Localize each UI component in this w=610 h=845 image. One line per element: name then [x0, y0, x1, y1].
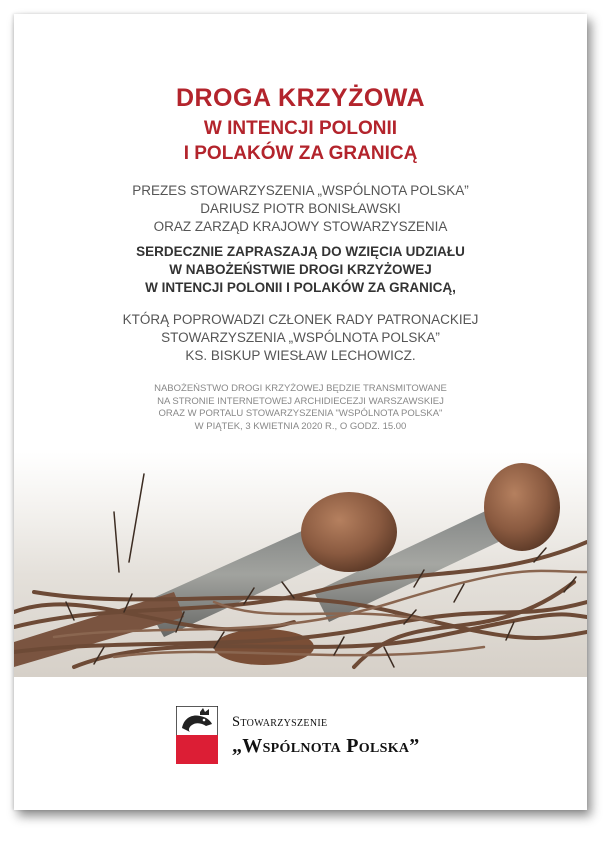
leader-line: KS. BISKUP WIESŁAW LECHOWICZ. — [185, 348, 416, 363]
subtitle-line: W INTENCJI POLONII — [203, 118, 398, 139]
invitation-paragraph — [14, 243, 587, 297]
invitation-line: W INTENCJI POLONII I POLAKÓW ZA GRANICĄ, — [145, 280, 456, 295]
broadcast-line: W PIĄTEK, 3 KWIETNIA 2020 R., O GODZ. 15.00 — [194, 420, 407, 432]
wspolnota-polska-logo-icon — [176, 706, 218, 764]
subtitle-line: I POLAKÓW ZA GRANICĄ — [183, 143, 418, 164]
leader-line: STOWARZYSZENIA „WSPÓLNOTA POLSKA” — [161, 330, 440, 345]
logo-text-line2: „Wspólnota Polska” — [232, 735, 420, 757]
hosts-line: DARIUSZ PIOTR BONISŁAWSKI — [200, 201, 401, 216]
hosts-paragraph — [14, 182, 587, 236]
broadcast-info — [14, 383, 587, 433]
broadcast-line: ORAZ W PORTALU STOWARZYSZENIA "WSPÓLNOTA POLSKA" — [158, 408, 443, 419]
invitation-line: SERDECZNIE ZAPRASZAJĄ DO WZIĘCIA UDZIAŁU — [136, 244, 465, 259]
hosts-line: PREZES STOWARZYSZENIA „WSPÓLNOTA POLSKA” — [132, 183, 469, 198]
invitation-line: W NABOŻEŃSTWIE DROGI KRZYŻOWEJ — [169, 262, 432, 277]
poster-page — [14, 14, 587, 810]
poster-subtitle — [14, 116, 587, 166]
nails-thorns-photo — [14, 452, 587, 677]
broadcast-line: NA STRONIE INTERNETOWEJ ARCHIDIECEZJI WARSZAWSKIEJ — [157, 395, 444, 407]
leader-line: KTÓRĄ POPROWADZI CZŁONEK RADY PATRONACKIEJ — [122, 312, 479, 327]
hosts-line: ORAZ ZARZĄD KRAJOWY STOWARZYSZENIA — [153, 219, 448, 234]
logo-text-line1: Stowarzyszenie — [232, 714, 328, 730]
poster-title: DROGA KRZYŻOWA — [175, 84, 426, 112]
broadcast-line: NABOŻEŃSTWO DROGI KRZYŻOWEJ BĘDZIE TRANSMITOWANE — [154, 383, 447, 394]
logo-area — [14, 677, 587, 810]
leader-paragraph — [14, 311, 587, 365]
